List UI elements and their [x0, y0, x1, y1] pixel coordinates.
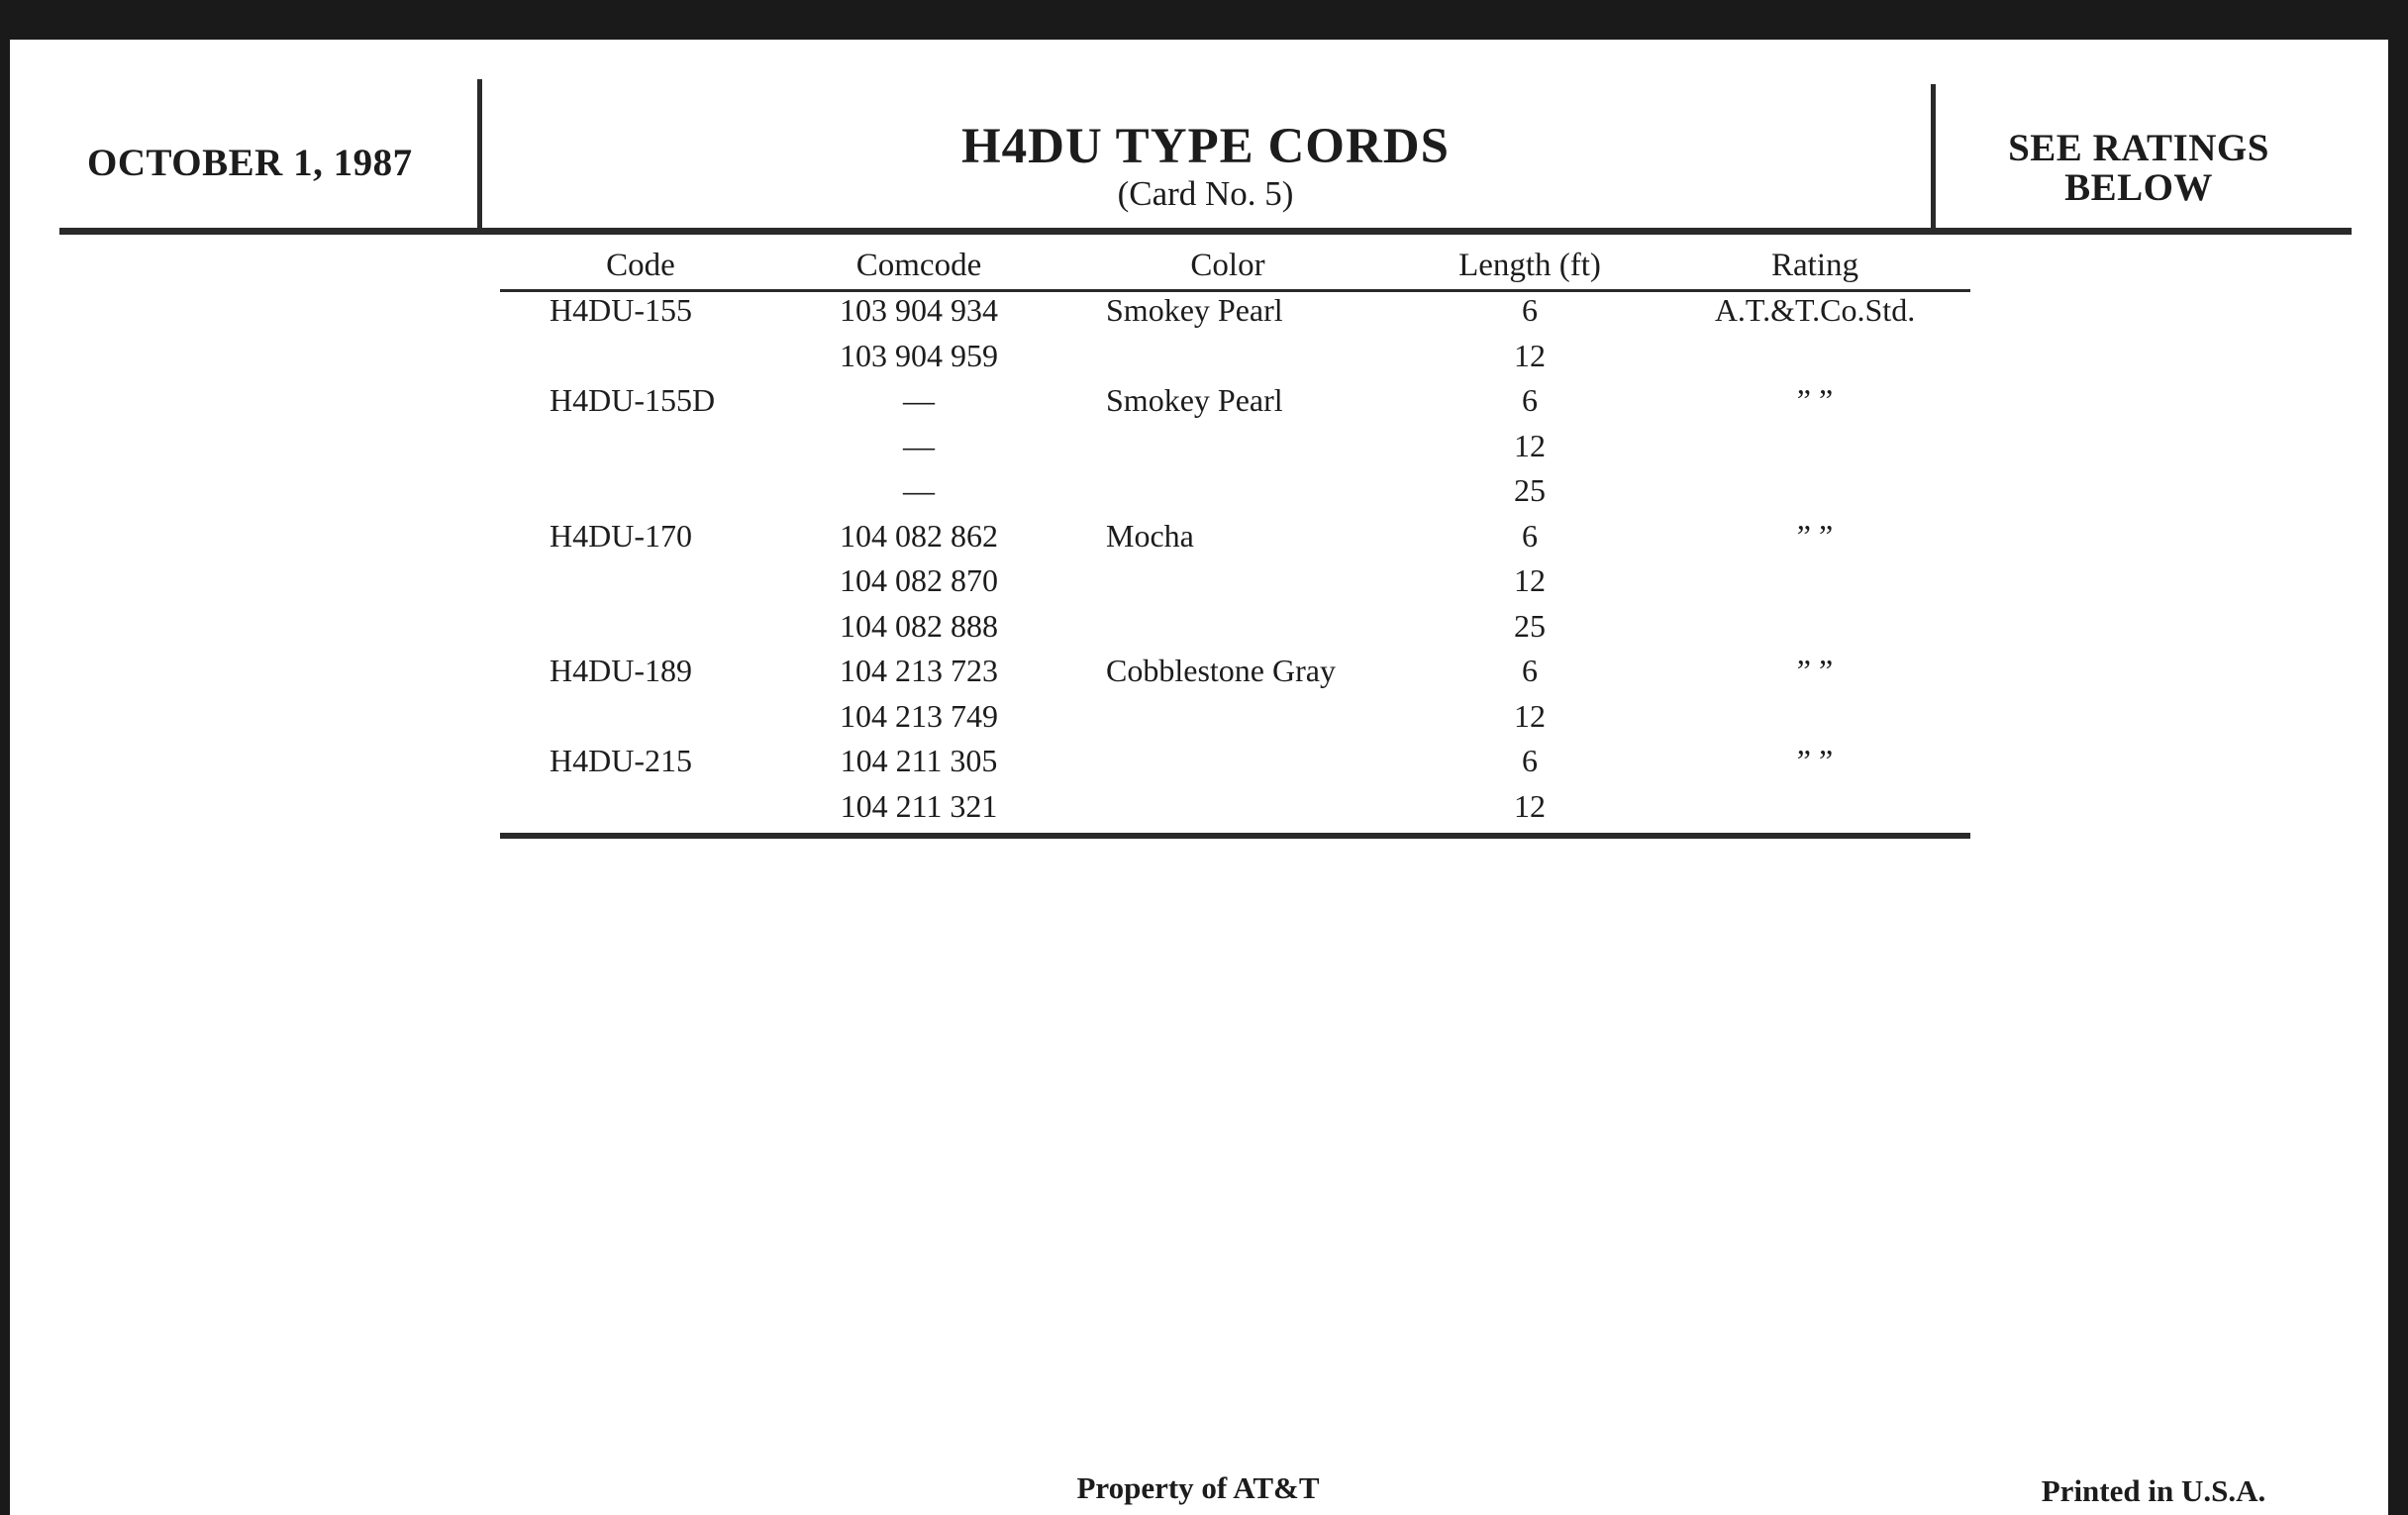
cell-length: 12: [1514, 427, 1546, 463]
table-row: [0, 743, 2408, 788]
cell-rating: ” ”: [1796, 382, 1834, 418]
table-row: [0, 382, 2408, 428]
table-row: [0, 472, 2408, 518]
cell-length: 25: [1514, 472, 1546, 508]
cell-rating: ” ”: [1796, 517, 1834, 554]
cell-length: 6: [1522, 653, 1538, 688]
cell-length: 12: [1514, 562, 1546, 598]
card-number: (Card No. 5): [1117, 174, 1294, 213]
cell-comcode: 104 211 305: [840, 743, 998, 778]
column-header-code: Code: [606, 248, 675, 283]
see-ratings-line1: SEE RATINGS: [2008, 127, 2269, 169]
cell-comcode: 104 213 723: [840, 653, 998, 688]
column-header-rating: Rating: [1771, 248, 1858, 283]
cell-length: 6: [1522, 517, 1538, 554]
cell-comcode: —: [903, 427, 935, 463]
header-rule: [59, 228, 2352, 235]
cell-length: 6: [1522, 743, 1538, 778]
column-header-comcode: Comcode: [855, 248, 982, 283]
property-note: Property of AT&T: [1076, 1470, 1320, 1505]
cell-color: Smokey Pearl: [1106, 382, 1283, 418]
cell-code: H4DU-215: [550, 743, 692, 778]
cell-comcode: 104 211 321: [840, 787, 998, 824]
cell-length: 12: [1514, 697, 1546, 734]
column-header-length: Length (ft): [1458, 248, 1601, 283]
cell-color: Cobblestone Gray: [1106, 653, 1336, 688]
cell-code: H4DU-155D: [550, 382, 716, 418]
header-divider-right: [1931, 84, 1936, 235]
table-row: [0, 608, 2408, 654]
table-row: [0, 562, 2408, 608]
table-row: [0, 338, 2408, 383]
cell-length: 12: [1514, 787, 1546, 824]
cell-comcode: 104 082 888: [840, 607, 998, 644]
table-row: [0, 292, 2408, 338]
cell-code: H4DU-155: [550, 292, 692, 328]
cell-comcode: 104 213 749: [840, 697, 998, 734]
cell-code: H4DU-189: [550, 653, 692, 688]
cell-comcode: 104 082 862: [840, 517, 998, 554]
table-row: [0, 518, 2408, 563]
table-bottom-rule: [500, 833, 1970, 839]
column-header-color: Color: [1190, 248, 1265, 283]
cell-comcode: 103 904 934: [840, 292, 998, 328]
cell-comcode: —: [903, 472, 935, 508]
cell-length: 12: [1514, 337, 1546, 373]
cell-comcode: 104 082 870: [840, 562, 998, 598]
cell-rating: A.T.&T.Co.Std.: [1714, 292, 1916, 328]
cell-length: 25: [1514, 607, 1546, 644]
table-row: [0, 653, 2408, 698]
cell-comcode: —: [903, 382, 935, 418]
table-row: [0, 428, 2408, 473]
page-title: H4DU TYPE CORDS: [961, 119, 1450, 174]
see-ratings-note: [1941, 129, 2337, 208]
printed-note: Printed in U.S.A.: [2041, 1473, 2266, 1508]
cell-length: 6: [1522, 292, 1538, 328]
see-ratings-line2: BELOW: [2064, 166, 2213, 209]
cell-rating: ” ”: [1796, 653, 1834, 688]
cell-comcode: 103 904 959: [840, 337, 998, 373]
cell-length: 6: [1522, 382, 1538, 418]
table-row: [0, 698, 2408, 744]
cell-color: Smokey Pearl: [1106, 292, 1283, 328]
cell-color: Mocha: [1106, 517, 1194, 554]
issue-date: OCTOBER 1, 1987: [87, 142, 413, 184]
cell-code: H4DU-170: [550, 517, 692, 554]
header-divider-left: [477, 79, 482, 230]
cell-rating: ” ”: [1796, 743, 1834, 778]
table-row: [0, 788, 2408, 834]
title-block: [485, 119, 1926, 214]
